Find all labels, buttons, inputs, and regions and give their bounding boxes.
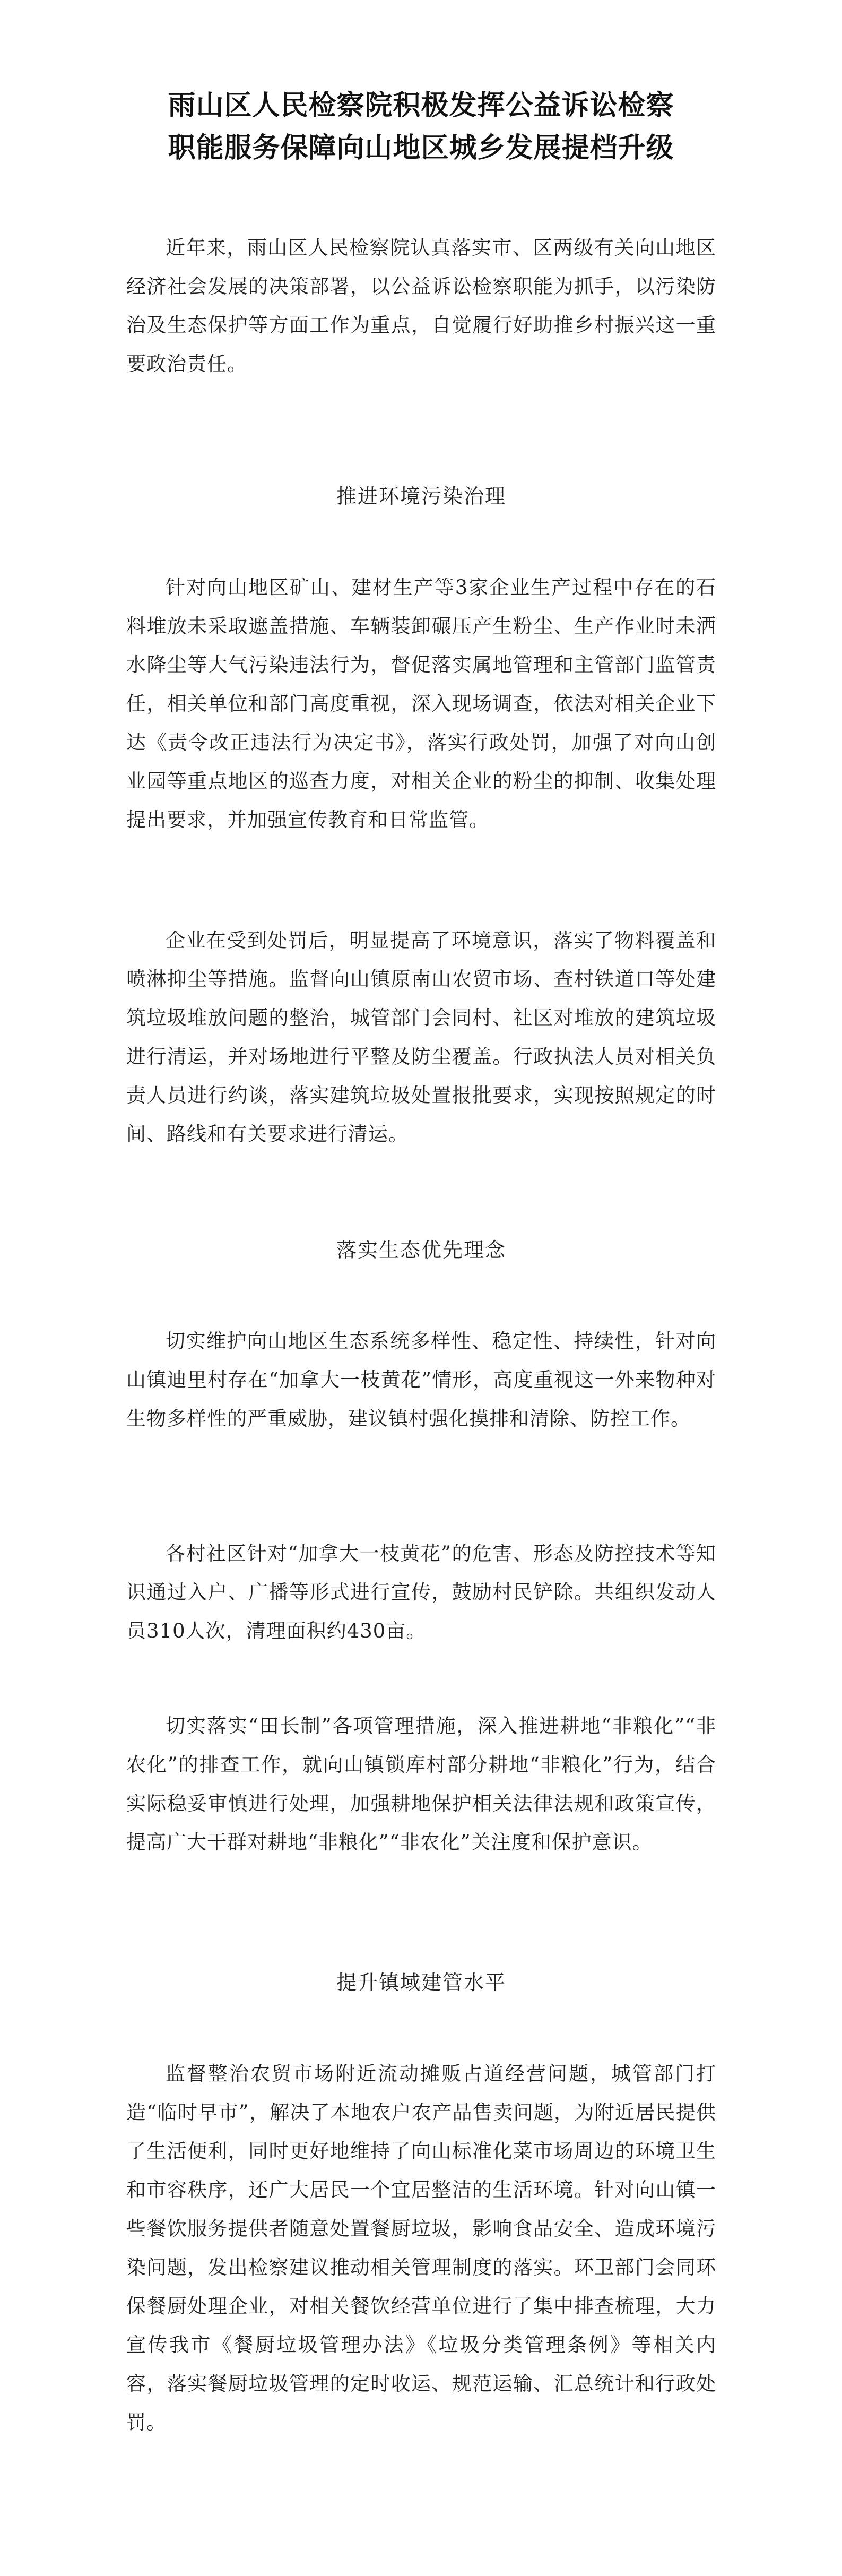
paragraph: 切实维护向山地区生态系统多样性、稳定性、持续性，针对向山镇迪里村存在“加拿大一枝黄花”情形，高度重视这一外来物种对生物多样性的严重威胁，建议镇村强化摸排和清除、防控工作。 [126,1330,716,1430]
article-title-line-1: 雨山区人民检察院积极发挥公益诉讼检察 [168,90,674,122]
paragraph: 各村社区针对“加拿大一枝黄花”的危害、形态及防控技术等知识通过入户、广播等形式进行宣传，鼓励村民铲除。共组织发动人员310人次，清理面积约430亩。 [126,1542,716,1642]
section-heading-pollution: 推进环境污染治理 [336,485,506,508]
paragraph: 企业在受到处罚后，明显提高了环境意识，落实了物料覆盖和喷淋抑尘等措施。监督向山镇原南山农贸市场、查村铁道口等处建筑垃圾堆放问题的整治，城管部门会同村、社区对堆放的建筑垃圾进行清运，并对场地进行平整及防尘覆盖。行政执法人员对相关负责人员进行约谈，落实建筑垃圾处置报批要求，实现按照规定的时间、路线和有关要求进行清运。 [126,929,716,1145]
section-heading-town-management: 提升镇域建管水平 [336,1971,506,1994]
paragraph: 切实落实“田长制”各项管理措施，深入推进耕地“非粮化”“非农化”的排查工作，就向山镇锁库村部分耕地“非粮化”行为，结合实际稳妥审慎进行处理，加强耕地保护相关法律法规和政策宣传，提高广大干群对耕地“非粮化”“非农化”关注度和保护意识。 [126,1715,716,1854]
section-heading-ecology: 落实生态优先理念 [336,1238,506,1262]
intro-paragraph: 近年来，雨山区人民检察院认真落实市、区两级有关向山地区经济社会发展的决策部署，以公益诉讼检察职能为抓手，以污染防治及生态保护等方面工作为重点，自觉履行好助推乡村振兴这一重要政治责任。 [126,236,716,375]
paragraph: 监督整治农贸市场附近流动摊贩占道经营问题，城管部门打造“临时早市”，解决了本地农户农产品售卖问题，为附近居民提供了生活便利，同时更好地维持了向山标准化菜市场周边的环境卫生和市容秩序，还广大居民一个宜居整洁的生活环境。针对向山镇一些餐饮服务提供者随意处置餐厨垃圾，影响食品安全、造成环境污染问题，发出检察建议推动相关管理制度的落实。环卫部门会同环保餐厨处理企业，对相关餐饮经营单位进行了集中排查梳理，大力宣传我市《餐厨垃圾管理办法》《垃圾分类管理条例》等相关内容，落实餐厨垃圾管理的定时收运、规范运输、汇总统计和行政处罚。 [126,2062,716,2434]
paragraph: 针对向山地区矿山、建材生产等3家企业生产过程中存在的石料堆放未采取遮盖措施、车辆装卸碾压产生粉尘、生产作业时未洒水降尘等大气污染违法行为，督促落实属地管理和主管部门监管责任，相关单位和部门高度重视，深入现场调查，依法对相关企业下达《责令改正违法行为决定书》，落实行政处罚，加强了对向山创业园等重点地区的巡查力度，对相关企业的粉尘的抑制、收集处理提出要求，并加强宣传教育和日常监管。 [126,576,716,831]
article-title-line-2: 职能服务保障向山地区城乡发展提档升级 [168,132,674,164]
